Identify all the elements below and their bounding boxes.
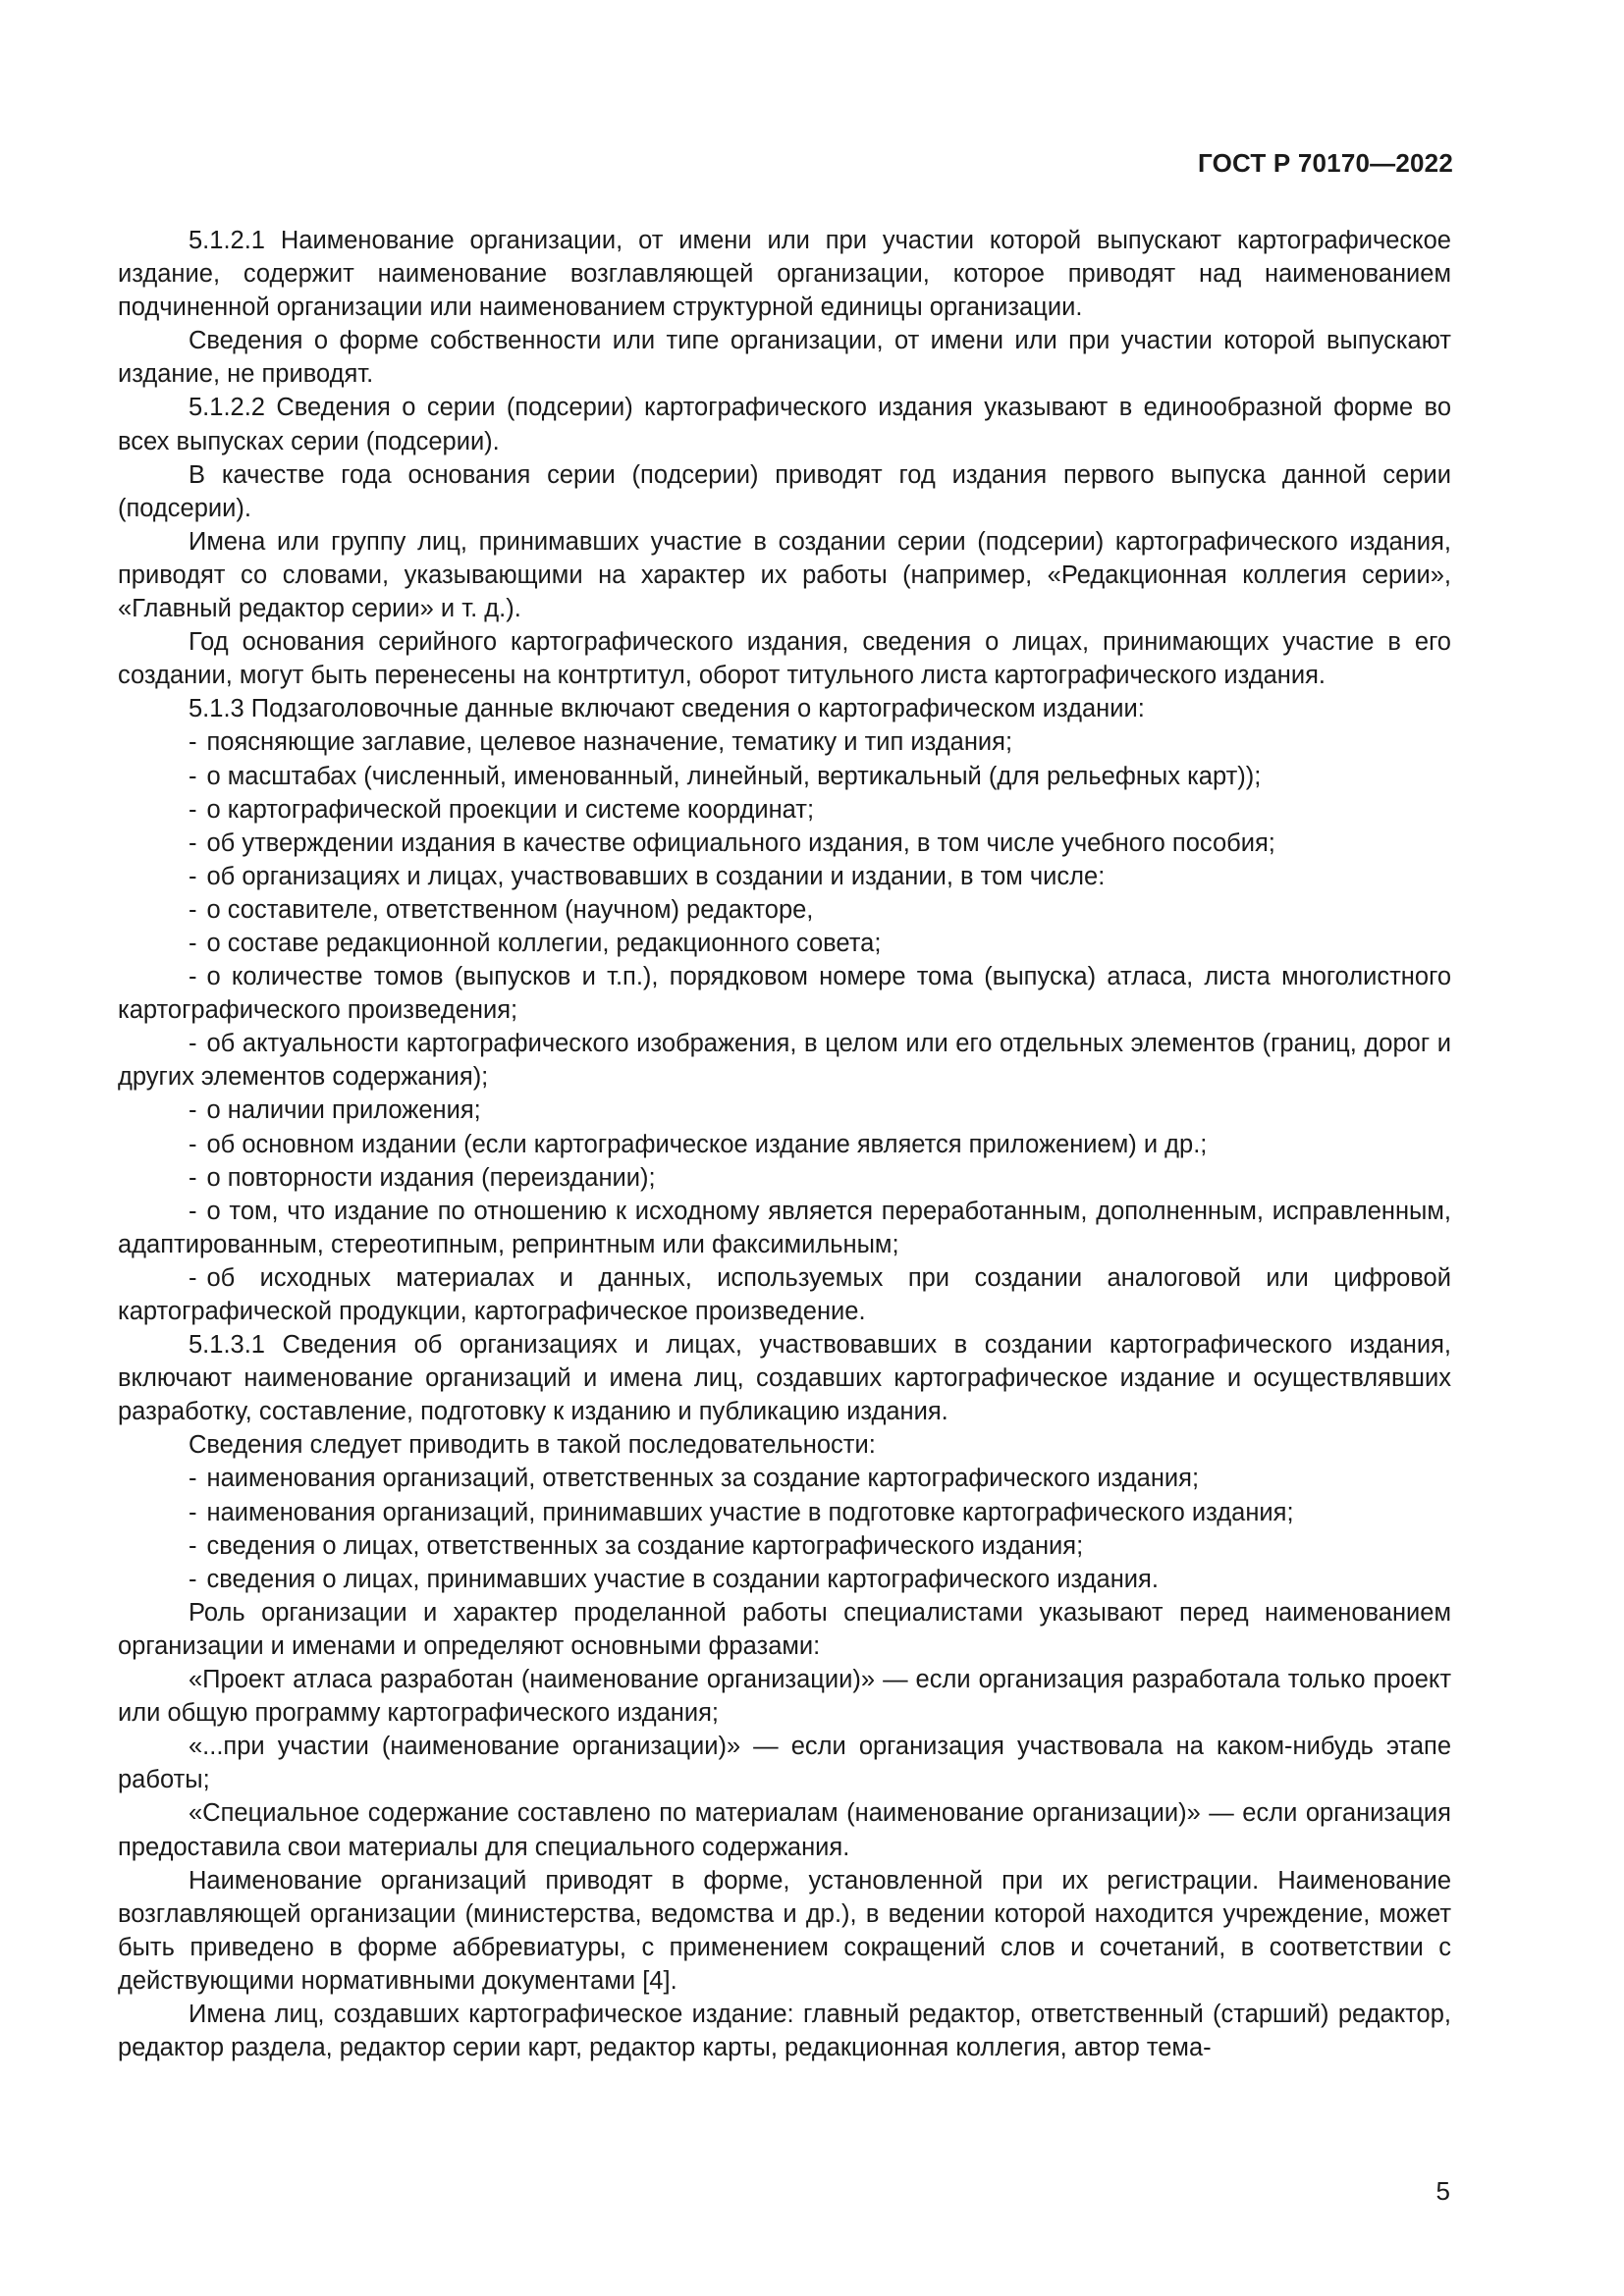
- paragraph: «...при участии (наименование организации)» — если организация участвовала на каком-нибудь этапе работы;: [118, 1733, 1451, 1794]
- page-number: 5: [1435, 2176, 1450, 2206]
- list-item: - об организациях и лицах, участвовавших в создании и издании, в том числе:: [189, 862, 1106, 890]
- paragraph: 5.1.3.1 Сведения об организациях и лицах, участвовавших в создании картографического издания, включают наименование организаций и имена лиц, создавших картографическое издание и осуществлявших разработку, составление, подготовку к изданию и публикацию издания.: [118, 1331, 1451, 1426]
- paragraph: Наименование организаций приводят в форме, установленной при их регистрации. Наименование возглавляющей организации (министерства, ведомства и др.), в ведении которой находится учреждение, может быть приведено в форме аббревиатуры, с применением сокращений слов и сочетаний, в соответствии с действующими нормативными документами [4].: [118, 1866, 1451, 1995]
- list-item: - о повторности издания (переиздании);: [189, 1163, 656, 1192]
- list-item: - сведения о лицах, принимавших участие в создании картографического издания.: [189, 1565, 1159, 1593]
- list-item: - поясняющие заглавие, целевое назначение, тематику и тип издания;: [189, 728, 1013, 757]
- list-item: - об основном издании (если картографическое издание является приложением) и др.;: [189, 1130, 1208, 1158]
- paragraph: «Проект атласа разработан (наименование организации)» — если организация разработала только проект или общую программу картографического издания;: [118, 1666, 1451, 1728]
- list-item: - о составе редакционной коллегии, редакционного совета;: [189, 929, 882, 957]
- paragraph: «Специальное содержание составлено по материалам (наименование организации)» — если организация предоставила свои материалы для специального содержания.: [118, 1799, 1451, 1861]
- list-item: - о составителе, ответственном (научном) редакторе,: [189, 895, 814, 924]
- paragraph: Имена или группу лиц, принимавших участие в создании серии (подсерии) картографического издания, приводят со словами, указывающими на характер их работы (например, «Редакционная коллегия серии», «Главный редактор серии» и т. д.).: [118, 527, 1451, 623]
- paragraph: 5.1.3 Подзаголовочные данные включают сведения о картографическом издании:: [189, 695, 1145, 723]
- sequence-list: [118, 1462, 1451, 1595]
- paragraph: 5.1.2.1 Наименование организации, от имени или при участии которой выпускают картографическое издание, содержит наименование возглавляющей организации, которое приводят над наименованием подчиненной организации или наименованием структурной единицы организации.: [118, 227, 1451, 322]
- list-item: - сведения о лицах, ответственных за создание картографического издания;: [189, 1531, 1084, 1560]
- list-item: - о масштабах (численный, именованный, линейный, вертикальный (для рельефных карт));: [189, 762, 1262, 790]
- document-body: [118, 224, 1451, 2064]
- list-item: - об актуальности картографического изображения, в целом или его отдельных элементов (границ, дорог и других элементов содержания);: [118, 1030, 1451, 1092]
- paragraph: Сведения следует приводить в такой последовательности:: [189, 1431, 876, 1460]
- list-item: - о том, что издание по отношению к исходному является переработанным, дополненным, исправленным, адаптированным, стереотипным, репринтным или факсимильным;: [118, 1197, 1451, 1258]
- list-item: - об утверждении издания в качестве официального издания, в том числе учебного пособия;: [189, 828, 1275, 857]
- paragraph: Год основания серийного картографического издания, сведения о лицах, принимающих участие в его создании, могут быть перенесены на контртитул, оборот титульного листа картографического издания.: [118, 628, 1451, 690]
- paragraph: Роль организации и характер проделанной работы специалистами указывают перед наименованием организации и именами и определяют основными фразами:: [118, 1598, 1451, 1660]
- standard-id-header: ГОСТ Р 70170—2022: [1198, 148, 1453, 178]
- paragraph: 5.1.2.2 Сведения о серии (подсерии) картографического издания указывают в единообразной форме во всех выпусках серии (подсерии).: [118, 394, 1451, 455]
- list-item: - наименования организаций, принимавших участие в подготовке картографического издания;: [189, 1498, 1294, 1526]
- list-item: - о картографической проекции и системе координат;: [189, 795, 815, 824]
- subtitle-data-list: [118, 725, 1451, 1328]
- list-item: - о количестве томов (выпусков и т.п.), порядковом номере тома (выпуска) атласа, листа многолистного картографического произведения;: [118, 963, 1451, 1025]
- list-item: - наименования организаций, ответственных за создание картографического издания;: [189, 1465, 1200, 1493]
- paragraph: Сведения о форме собственности или типе организации, от имени или при участии которой выпускают издание, не приводят.: [118, 327, 1451, 389]
- paragraph: В качестве года основания серии (подсерии) приводят год издания первого выпуска данной серии (подсерии).: [118, 460, 1451, 522]
- paragraph: Имена лиц, создавших картографическое издание: главный редактор, ответственный (старший) редактор, редактор раздела, редактор серии карт, редактор карты, редакционная коллегия, автор тема-: [118, 2000, 1451, 2062]
- list-item: - о наличии приложения;: [189, 1096, 481, 1125]
- list-item: - об исходных материалах и данных, используемых при создании аналоговой или цифровой картографической продукции, картографическое произведение.: [118, 1263, 1451, 1325]
